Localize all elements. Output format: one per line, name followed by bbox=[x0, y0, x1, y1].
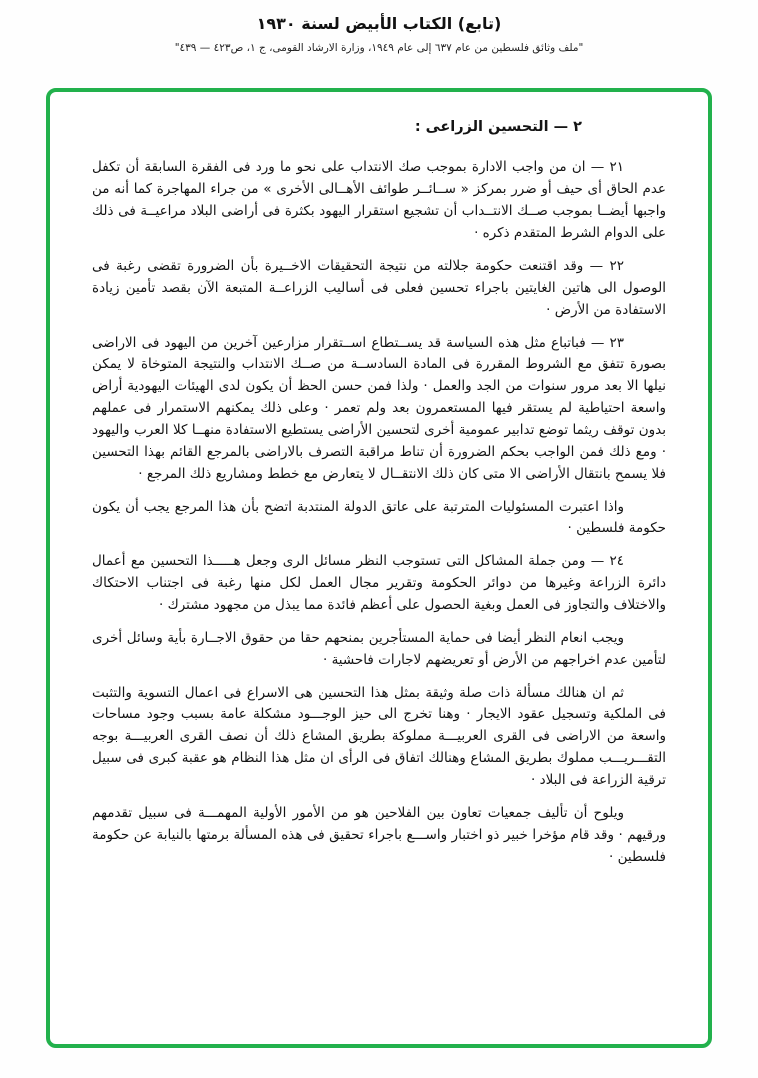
paragraph-tenant-protection: ويجب انعام النظر أيضا فى حماية المستأجرين بمنحهم حقا من حقوق الاجــارة بأية وسائل أخرى لتأمين عدم اخراجهم من الأرض أو تعريضهم لاجارات فاحشية · bbox=[92, 629, 666, 668]
document-source-citation: "ملف وثائق فلسطين من عام ٦٣٧ إلى عام ١٩٤٩، وزارة الارشاد القومى، ج ١، ص٤٢٣ — ٤٣٩" bbox=[174, 42, 584, 54]
paragraph-22: ٢٢ — وقد اقتنعت حكومة جلالته من نتيجة التحقيقات الاخــيرة بأن الضرورة تقضى رغبة فى الوصول الى هاتين الغايتين باجراء تحسين فعلى فى أساليب الزراعــة المتبعة الآن بقصد تأمين زيادة الاستفادة من الأرض · bbox=[92, 257, 666, 318]
document-body bbox=[92, 116, 666, 868]
highlight-border-box bbox=[46, 88, 712, 1048]
paragraph-24: ٢٤ — ومن جملة المشاكل التى تستوجب النظر مسائل الرى وجعل هـــــذا التحسين مع أعمال دائرة الزراعة وغيرها من دوائر الحكومة وتقرير مجال العمل لكل منها رغبة فى اجتناب الاحتكاك والاختلاف والتجاوز فى العمل وبغية الحصول على أعظم فائدة مما يبذل من مجهود مشترك · bbox=[92, 553, 666, 613]
document-title: (تابع) الكتاب الأبيض لسنة ١٩٣٠ bbox=[256, 14, 502, 33]
paragraph-land-settlement: ثم ان هنالك مسألة ذات صلة وثيقة بمثل هذا التحسين هى الاسراع فى اعمال التسوية والتثبت فى الملكية وتسجيل عقود الايجار · وهنا تخرج الى حيز الوجـــود مشكلة عامة بسبب وجود مساحات واسعة من الاراضى فى القرى العربيـــة مملوكة بطريق المشاع ذلك أن نصف القرى العربيـــة بوجه التقـــريـــب مملوك بطريق المشاع وهنالك اتفاق فى الرأى ان مثل هذا النظام هو عقبة كبرى فى سبيل ترقية الزراعة فى البلاد · bbox=[92, 684, 666, 788]
paragraph-21: ٢١ — ان من واجب الادارة بموجب صك الانتداب على نحو ما ورد فى الفقرة السابقة أن تكفل عدم الحاق أى حيف أو ضرر بمركز « ســائــر طوائف الأهــالى الأخرى » من جراء المهاجرة كما أنه من واجبها أيضــا بموجب صــك الانتــداب أن تشجيع استقرار اليهود بكثرة فى أراضى البلاد مراعيــة فى ذلك على الدوام الشرط المتقدم ذكره · bbox=[92, 159, 666, 242]
paragraph-23: ٢٣ — فباتباع مثل هذه السياسة قد يســتطاع اســتقرار مزارعين آخرين من اليهود فى الاراضى بصورة تتفق مع الشروط المقررة فى المادة السادســة من صــك الانتداب والنتيجة المتوخاة لا يمكن نيلها الا بعد مرور سنوات من الجد والعمل · ولذا فمن حسن الحظ أن يكون لدى الهيئات اليهودية أراض واسعة احتياطية لم يستقر فيها المستعمرون بعد ولم تعمر · وعلى ذلك يمكنهم الاستمرار فى عملهم بدون توقف ريثما توضع تدابير عمومية أخرى لتحسين الأراضى يستطيع الاستفادة منهــا كلا العرب واليهود · ومع ذلك فمن الواجب بحكم الضرورة أن تناط مراقبة التصرف بالاراضى بالمرجع القائم بهذا التحسين فلا يسمح بانتقال الأراضى الا متى كان ذلك الانتقــال لا يتعارض مع خطط ومشاريع ذلك المرجع · bbox=[92, 334, 666, 482]
page-header bbox=[0, 0, 758, 54]
paragraph-cooperatives: ويلوح أن تأليف جمعيات تعاون بين الفلاحين هو من الأمور الأولية المهمـــة فى سبيل تقدمهم ورقيهم · وقد قام مؤخرا خبير ذو اختبار واســـع باجراء تحقيق فى هذه المسألة برمتها بالنيابة عن حكومة فلسطين · bbox=[92, 804, 666, 865]
section-heading: ٢ — التحسين الزراعى : bbox=[414, 119, 582, 135]
paragraph-responsibilities: واذا اعتبرت المسئوليات المترتبة على عاتق الدولة المنتدبة اتضح بأن هذا المرجع يجب أن يكون حكومة فلسطين · bbox=[92, 498, 666, 537]
